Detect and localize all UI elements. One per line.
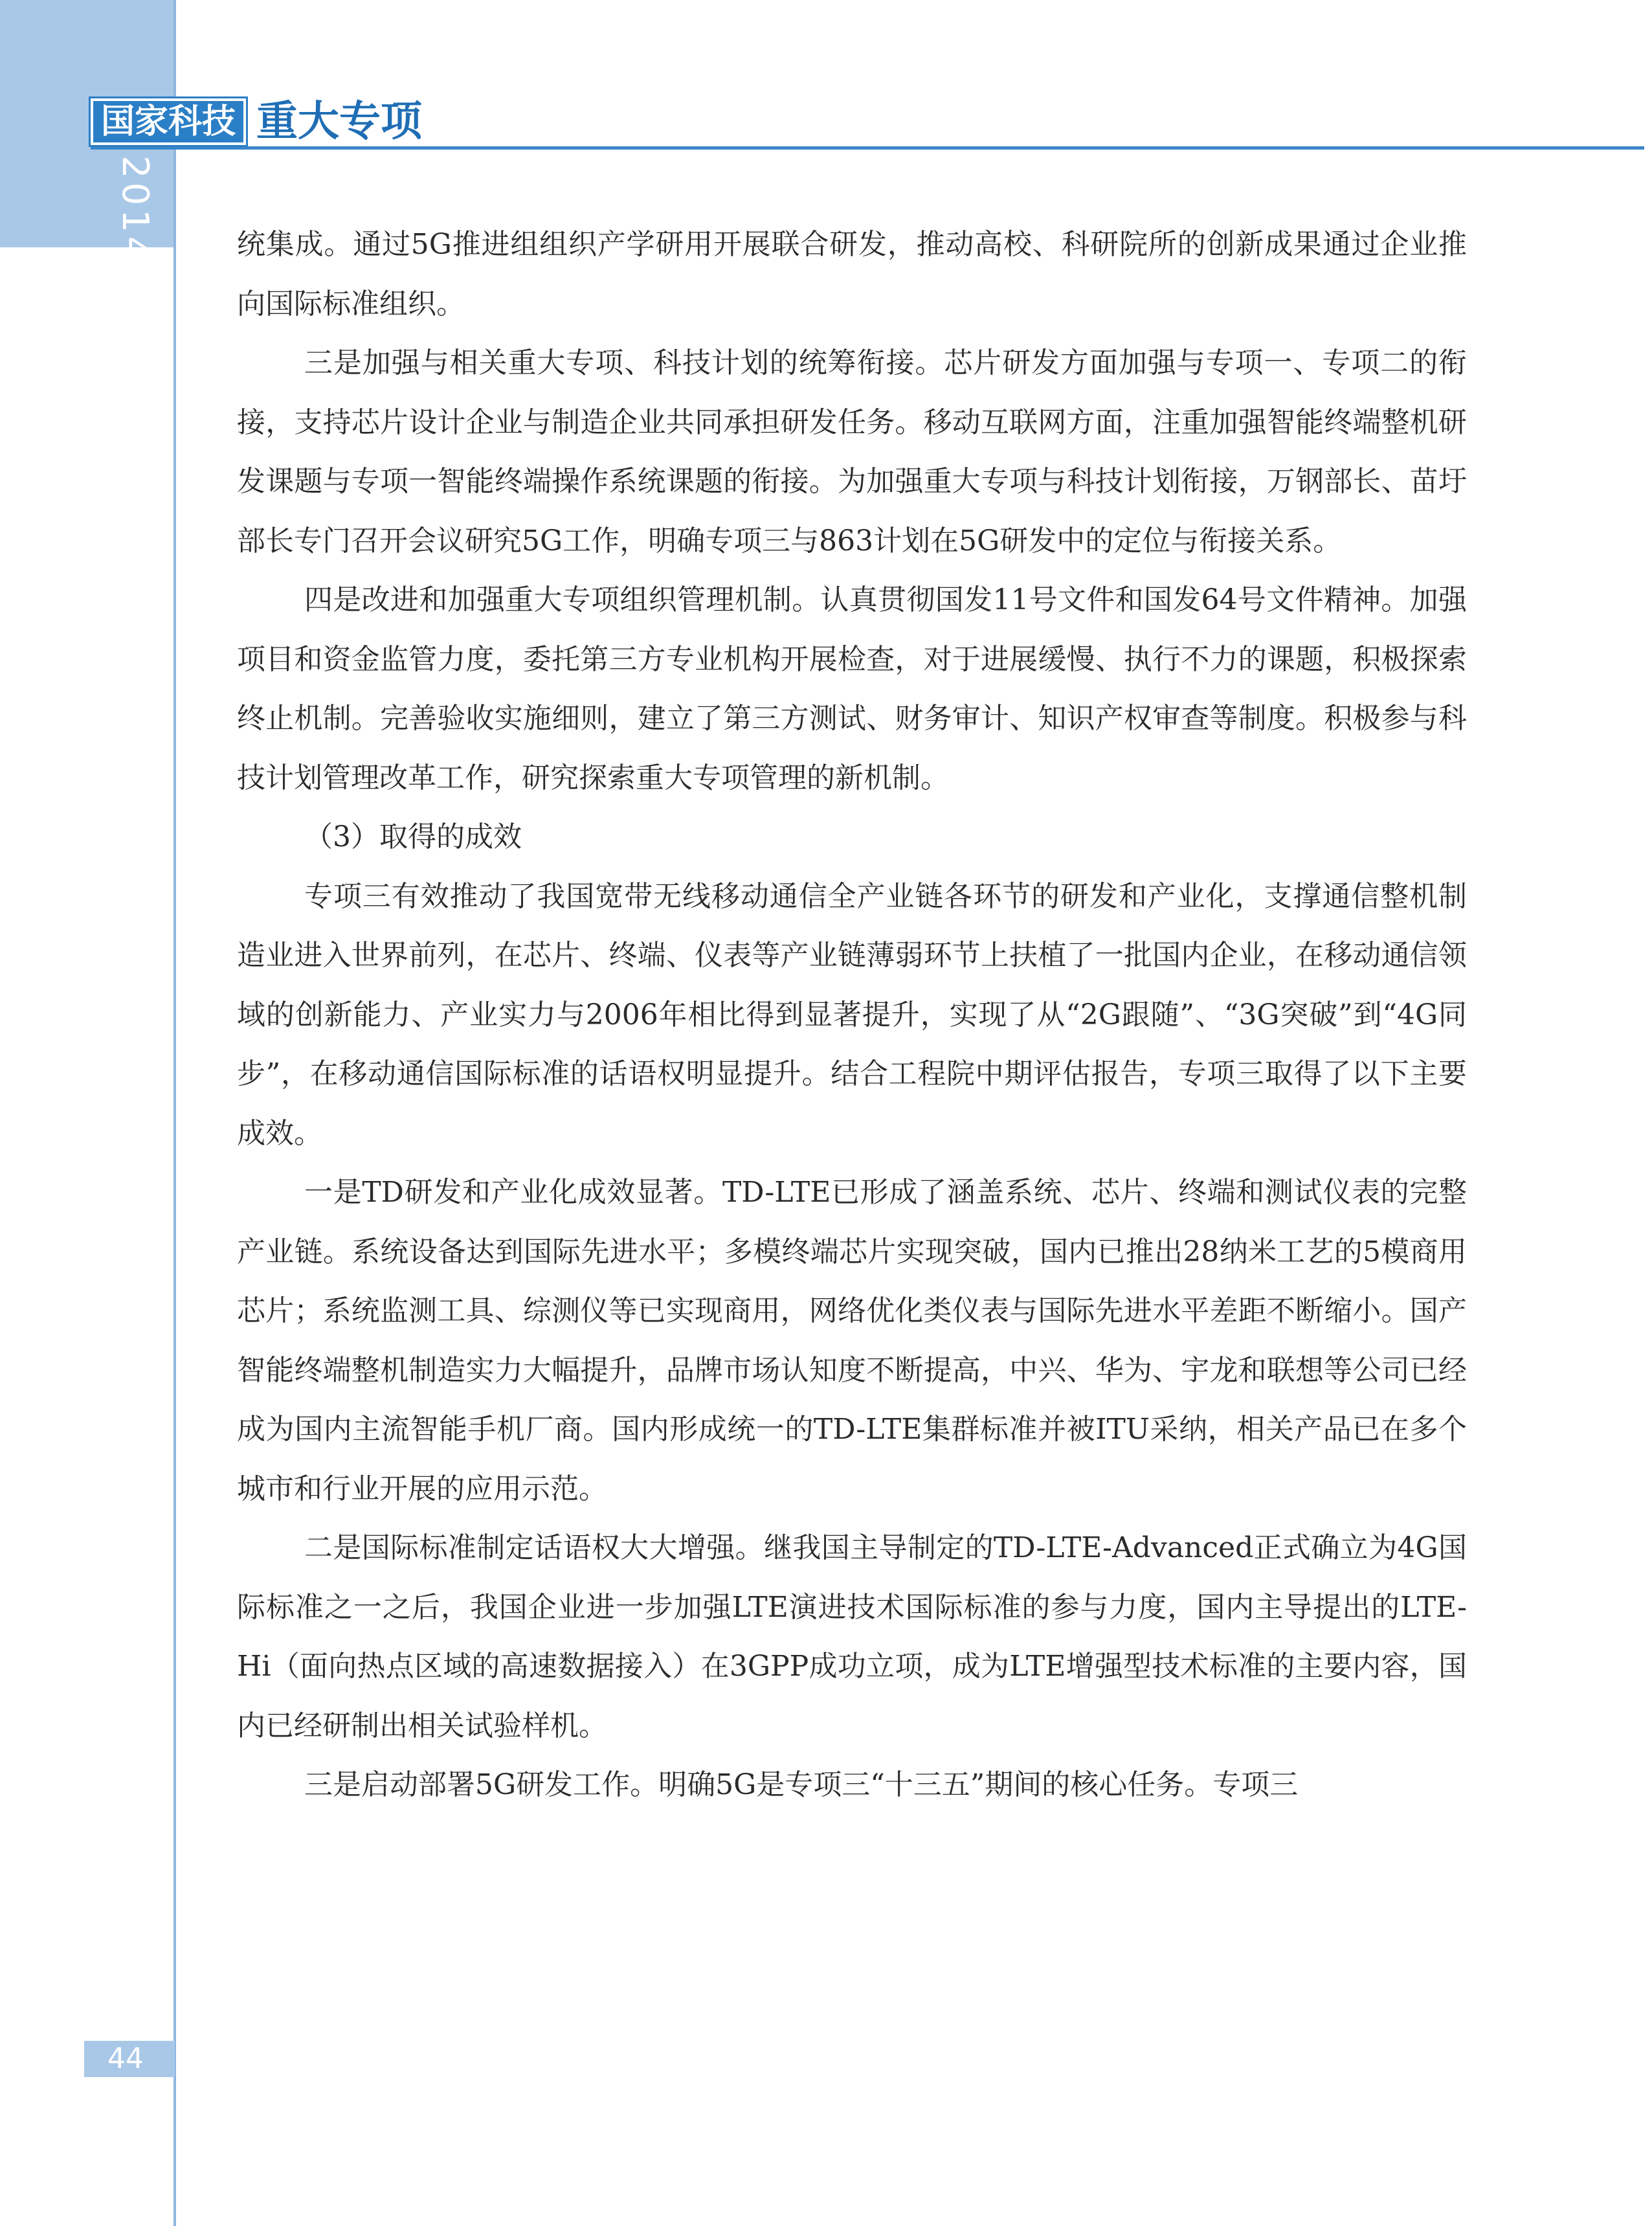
brand-title: 重大专项 <box>256 97 423 146</box>
paragraph: 一是TD研发和产业化成效显著。TD-LTE已形成了涵盖系统、芯片、终端和测试仪表的完整产业链。系统设备达到国际先进水平；多模终端芯片实现突破，国内已推出28纳米工艺的5模商用芯片；系统监测工具、综测仪等已实现商用，网络优化类仪表与国际先进水平差距不断缩小。国产智能终端整机制造实力大幅提升，品牌市场认知度不断提高，中兴、华为、宇龙和联想等公司已经成为国内主流智能手机厂商。国内形成统一的TD-LTE集群标准并被ITU采纳，相关产品已在多个城市和行业开展的应用示范。 <box>237 1176 1467 1505</box>
paragraph: 专项三有效推动了我国宽带无线移动通信全产业链各环节的研发和产业化，支撑通信整机制造业进入世界前列，在芯片、终端、仪表等产业链薄弱环节上扶植了一批国内企业，在移动通信领域的创新能力、产业实力与2006年相比得到显著提升，实现了从“2G跟随”、“3G突破”到“4G同步”，在移动通信国际标准的话语权明显提升。结合工程院中期评估报告，专项三取得了以下主要成效。 <box>237 879 1467 1150</box>
paragraph-continued: 统集成。通过5G推进组组织产学研用开展联合研发，推动高校、科研院所的创新成果通过企业推向国际标准组织。 <box>237 228 1467 320</box>
report-side-label: 2014 年度报告 <box>114 155 156 440</box>
body-text <box>237 215 1467 1815</box>
header-rule <box>91 146 1644 150</box>
paragraph: 三是加强与相关重大专项、科技计划的统筹衔接。芯片研发方面加强与专项一、专项二的衔接，支持芯片设计企业与制造企业共同承担研发任务。移动互联网方面，注重加强智能终端整机研发课题与专项一智能终端操作系统课题的衔接。为加强重大专项与科技计划衔接，万钢部长、苗圩部长专门召开会议研究5G工作，明确专项三与863计划在5G研发中的定位与衔接关系。 <box>237 346 1467 557</box>
page-number: 44 <box>107 2042 144 2075</box>
paragraph: 三是启动部署5G研发工作。明确5G是专项三“十三五”期间的核心任务。专项三 <box>304 1768 1299 1801</box>
section-heading: （3）取得的成效 <box>304 820 522 853</box>
paragraph: 二是国际标准制定话语权大大增强。继我国主导制定的TD-LTE-Advanced正式确立为4G国际标准之一之后，我国企业进一步加强LTE演进技术国际标准的参与力度，国内主导提出的LTE-Hi（面向热点区域的高速数据接入）在3GPP成功立项，成为LTE增强型技术标准的主要内容，国内已经研制出相关试验样机。 <box>237 1531 1467 1742</box>
header-brand <box>91 97 422 146</box>
brand-box-label: 国家科技 <box>91 98 246 145</box>
side-vertical-rule <box>173 0 176 2226</box>
paragraph: 四是改进和加强重大专项组织管理机制。认真贯彻国发11号文件和国发64号文件精神。加强项目和资金监管力度，委托第三方专业机构开展检查，对于进展缓慢、执行不力的课题，积极探索终止机制。完善验收实施细则，建立了第三方测试、财务审计、知识产权审查等制度。积极参与科技计划管理改革工作，研究探索重大专项管理的新机制。 <box>237 583 1467 794</box>
